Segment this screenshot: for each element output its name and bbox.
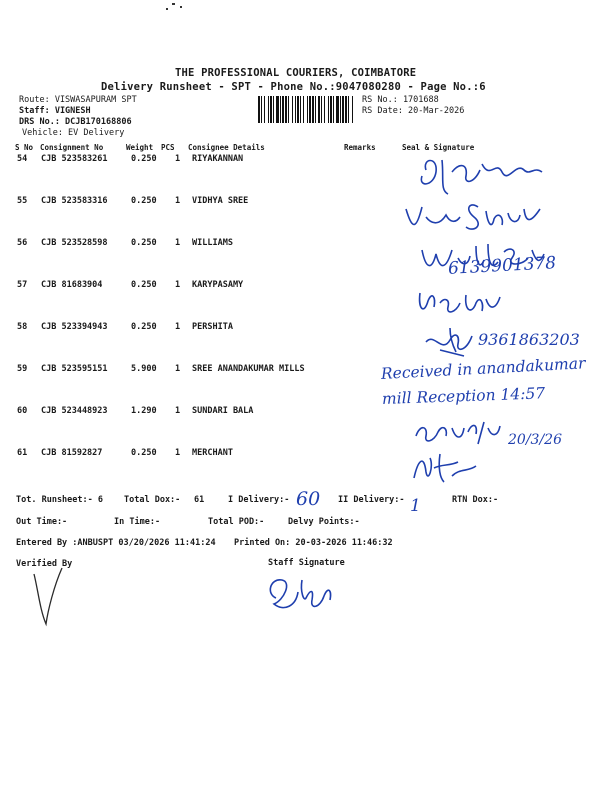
row-consignment: CJB 523394943 — [41, 322, 108, 332]
ii-delivery-value: 1 — [410, 496, 421, 516]
in-time: In Time:- — [114, 517, 161, 527]
barcode-bar — [328, 96, 329, 123]
handwritten-phone-58: 9361863203 — [478, 330, 580, 349]
barcode-bar — [307, 96, 308, 123]
row-consignee: SUNDARI BALA — [192, 406, 254, 416]
scan-speck — [180, 6, 182, 8]
barcode-bar — [270, 96, 272, 123]
barcode-bar — [309, 96, 311, 123]
barcode-bar — [333, 96, 334, 123]
entered-by: Entered By :ANBUSPT 03/20/2026 11:41:24 — [16, 538, 216, 548]
row-sno: 59 — [17, 364, 28, 374]
row-consignee: MERCHANT — [192, 448, 233, 458]
row-weight: 0.250 — [131, 448, 157, 458]
handwritten-note-59-line1: Received in anandakumar — [380, 354, 586, 383]
signature-55 — [400, 195, 550, 237]
staff-signature — [262, 568, 342, 618]
row-consignment: CJB 523583261 — [41, 154, 108, 164]
total-pod: Total POD:- — [208, 517, 265, 527]
row-consignee: KARYPASAMY — [192, 280, 244, 290]
barcode-bar — [318, 96, 320, 123]
barcode-bar — [352, 96, 353, 123]
row-pcs: 1 — [175, 154, 181, 164]
verified-by: Verified By — [16, 559, 73, 569]
runsheet-title: Delivery Runsheet - SPT - Phone No.:9047080280 - Page No.:6 — [101, 81, 486, 93]
barcode-bar — [292, 96, 293, 123]
barcode-bar — [297, 96, 299, 123]
handwritten-date-60: 20/3/26 — [508, 432, 562, 448]
barcode-bar — [264, 96, 265, 123]
row-consignment: CJB 523595151 — [41, 364, 108, 374]
barcode-bar — [261, 96, 262, 123]
row-sno: 61 — [17, 448, 28, 458]
barcode-bar — [324, 96, 325, 123]
scan-speck — [172, 3, 175, 5]
rs-date: RS Date: 20-Mar-2026 — [362, 106, 465, 116]
rtn-dox: RTN Dox:- — [452, 495, 499, 505]
vehicle: Vehicle: EV Delivery — [22, 128, 125, 138]
row-pcs: 1 — [175, 280, 181, 290]
row-weight: 0.250 — [131, 238, 157, 248]
barcode-bar — [268, 96, 269, 123]
signature-61 — [404, 448, 484, 488]
barcode-bar — [273, 96, 274, 123]
row-consignee: RIYAKANNAN — [192, 154, 244, 164]
barcode — [258, 96, 355, 123]
row-sno: 60 — [17, 406, 28, 416]
signature-57 — [414, 287, 504, 319]
barcode-bar — [288, 96, 289, 123]
barcode-bar — [280, 96, 281, 123]
barcode-bar — [345, 96, 347, 123]
col-seal-signature: Seal & Signature — [402, 143, 475, 152]
handwritten-phone-56: 6139901378 — [447, 253, 557, 279]
row-consignee: WILLIAMS — [192, 238, 233, 248]
out-time: Out Time:- — [16, 517, 68, 527]
barcode-bar — [285, 96, 287, 123]
row-consignment: CJB 523528598 — [41, 238, 108, 248]
delvy-points: Delvy Points:- — [288, 517, 360, 527]
handwritten-note-59-line2: mill Reception 14:57 — [381, 384, 546, 408]
total-dox-value: 61 — [194, 495, 205, 505]
barcode-bar — [303, 96, 304, 123]
drs-no: DRS No.: DCJB170168806 — [19, 117, 132, 127]
company-title: THE PROFESSIONAL COURIERS, COIMBATORE — [175, 67, 417, 79]
row-pcs: 1 — [175, 406, 181, 416]
staff-signature-label: Staff Signature — [268, 558, 345, 568]
barcode-bar — [340, 96, 341, 123]
row-weight: 0.250 — [131, 154, 157, 164]
route: Route: VISWASAPURAM SPT — [19, 95, 137, 105]
barcode-bar — [336, 96, 339, 123]
row-weight: 1.290 — [131, 406, 157, 416]
row-sno: 55 — [17, 196, 28, 206]
barcode-bar — [300, 96, 301, 123]
row-pcs: 1 — [175, 238, 181, 248]
col-sno: S No — [15, 143, 34, 152]
col-remarks: Remarks — [344, 143, 376, 152]
barcode-bar — [321, 96, 322, 123]
col-consignment: Consignment No — [40, 143, 104, 152]
row-pcs: 1 — [175, 364, 181, 374]
rs-no: RS No.: 1701688 — [362, 95, 439, 105]
barcode-bar — [315, 96, 316, 123]
row-consignee: VIDHYA SREE — [192, 196, 249, 206]
barcode-bar — [276, 96, 279, 123]
barcode-bar — [295, 96, 296, 123]
row-weight: 5.900 — [131, 364, 157, 374]
scan-speck — [166, 8, 168, 10]
col-consignee: Consignee Details — [188, 143, 265, 152]
signature-60 — [412, 414, 502, 448]
row-sno: 57 — [17, 280, 28, 290]
barcode-bar — [348, 96, 349, 123]
row-sno: 56 — [17, 238, 28, 248]
row-consignment: CJB 523448923 — [41, 406, 108, 416]
row-pcs: 1 — [175, 322, 181, 332]
col-weight: Weight — [126, 143, 154, 152]
signature-54 — [412, 150, 552, 200]
row-pcs: 1 — [175, 196, 181, 206]
barcode-bar — [312, 96, 314, 123]
row-pcs: 1 — [175, 448, 181, 458]
row-consignee: PERSHITA — [192, 322, 233, 332]
row-consignment: CJB 523583316 — [41, 196, 108, 206]
row-consignment: CJB 81683904 — [41, 280, 103, 290]
signature-58 — [420, 322, 480, 362]
ii-delivery-label: II Delivery:- — [338, 495, 405, 505]
col-pcs: PCS — [161, 143, 175, 152]
row-weight: 0.250 — [131, 280, 157, 290]
row-consignment: CJB 81592827 — [41, 448, 103, 458]
printed-on: Printed On: 20-03-2026 11:46:32 — [234, 538, 393, 548]
barcode-bar — [258, 96, 260, 123]
barcode-bar — [330, 96, 332, 123]
tot-runsheet: Tot. Runsheet:- 6 — [16, 495, 103, 505]
row-weight: 0.250 — [131, 196, 157, 206]
row-consignee: SREE ANANDAKUMAR MILLS — [192, 364, 305, 374]
i-delivery-value: 60 — [296, 488, 321, 510]
staff: Staff: VIGNESH — [19, 106, 91, 116]
row-sno: 54 — [17, 154, 28, 164]
verified-by-mark — [28, 560, 68, 630]
row-sno: 58 — [17, 322, 28, 332]
i-delivery-label: I Delivery:- — [228, 495, 290, 505]
barcode-bar — [282, 96, 284, 123]
barcode-bar — [342, 96, 344, 123]
row-weight: 0.250 — [131, 322, 157, 332]
total-dox-label: Total Dox:- — [124, 495, 181, 505]
